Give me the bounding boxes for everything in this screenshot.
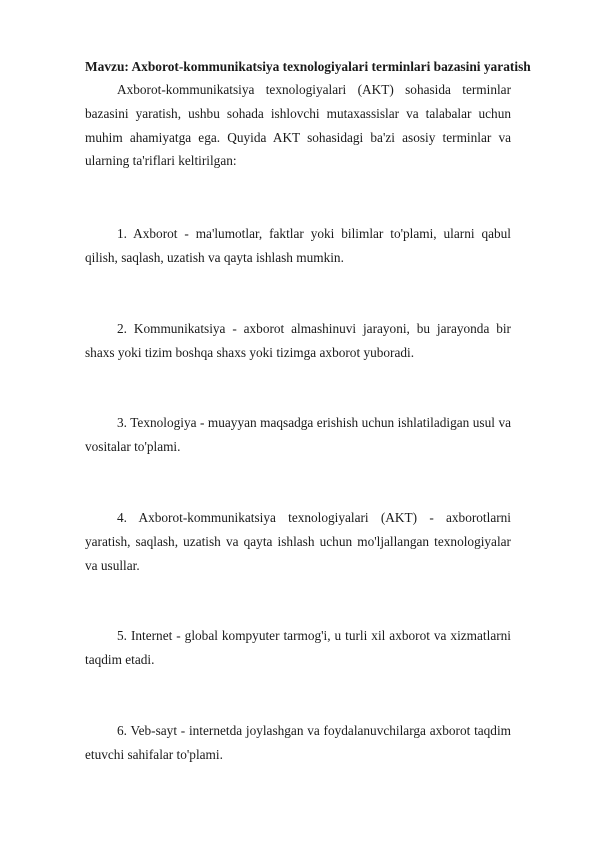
term-item-internet: 5. Internet - global kompyuter tarmog'i, u turli xil axborot va xizmatlarni taqdim etadi.: [85, 628, 511, 668]
term-item-akt: 4. Axborot-kommunikatsiya texnologiyalari (AKT) - axborotlarni yaratish, saqlash, uzatish va qayta ishlash uchun mo'ljallangan texnologiyalar va usullar.: [85, 509, 511, 573]
document-title: Mavzu: Axborot-kommunikatsiya texnologiyalari terminlari bazasini yaratish: [85, 59, 531, 74]
term-item-texnologiya: 3. Texnologiya - muayyan maqsadga erishish uchun ishlatiladigan usul va vositalar to'plami.: [85, 415, 511, 455]
term-item-axborot: 1. Axborot - ma'lumotlar, faktlar yoki bilimlar to'plami, ularni qabul qilish, saqlash, uzatish va qayta ishlash mumkin.: [85, 226, 511, 265]
term-item-veb-sayt: 6. Veb-sayt - internetda joylashgan va foydalanuvchilarga axborot taqdim etuvchi sahifalar to'plami.: [85, 722, 511, 762]
intro-paragraph: Axborot-kommunikatsiya texnologiyalari (AKT) sohasida terminlar bazasini yaratish, ushbu sohada ishlovchi mutaxassislar va talabalar uchun muhim ahamiyatga ega. Quyida AKT sohasidagi ba'zi asosiy terminlar va ularning ta'riflari keltirilgan:: [85, 82, 511, 169]
document-page: [85, 57, 531, 767]
term-item-kommunikatsiya: 2. Kommunikatsiya - axborot almashinuvi jarayoni, bu jarayonda bir shaxs yoki tizim boshqa shaxs yoki tizimga axborot yuboradi.: [85, 320, 511, 360]
